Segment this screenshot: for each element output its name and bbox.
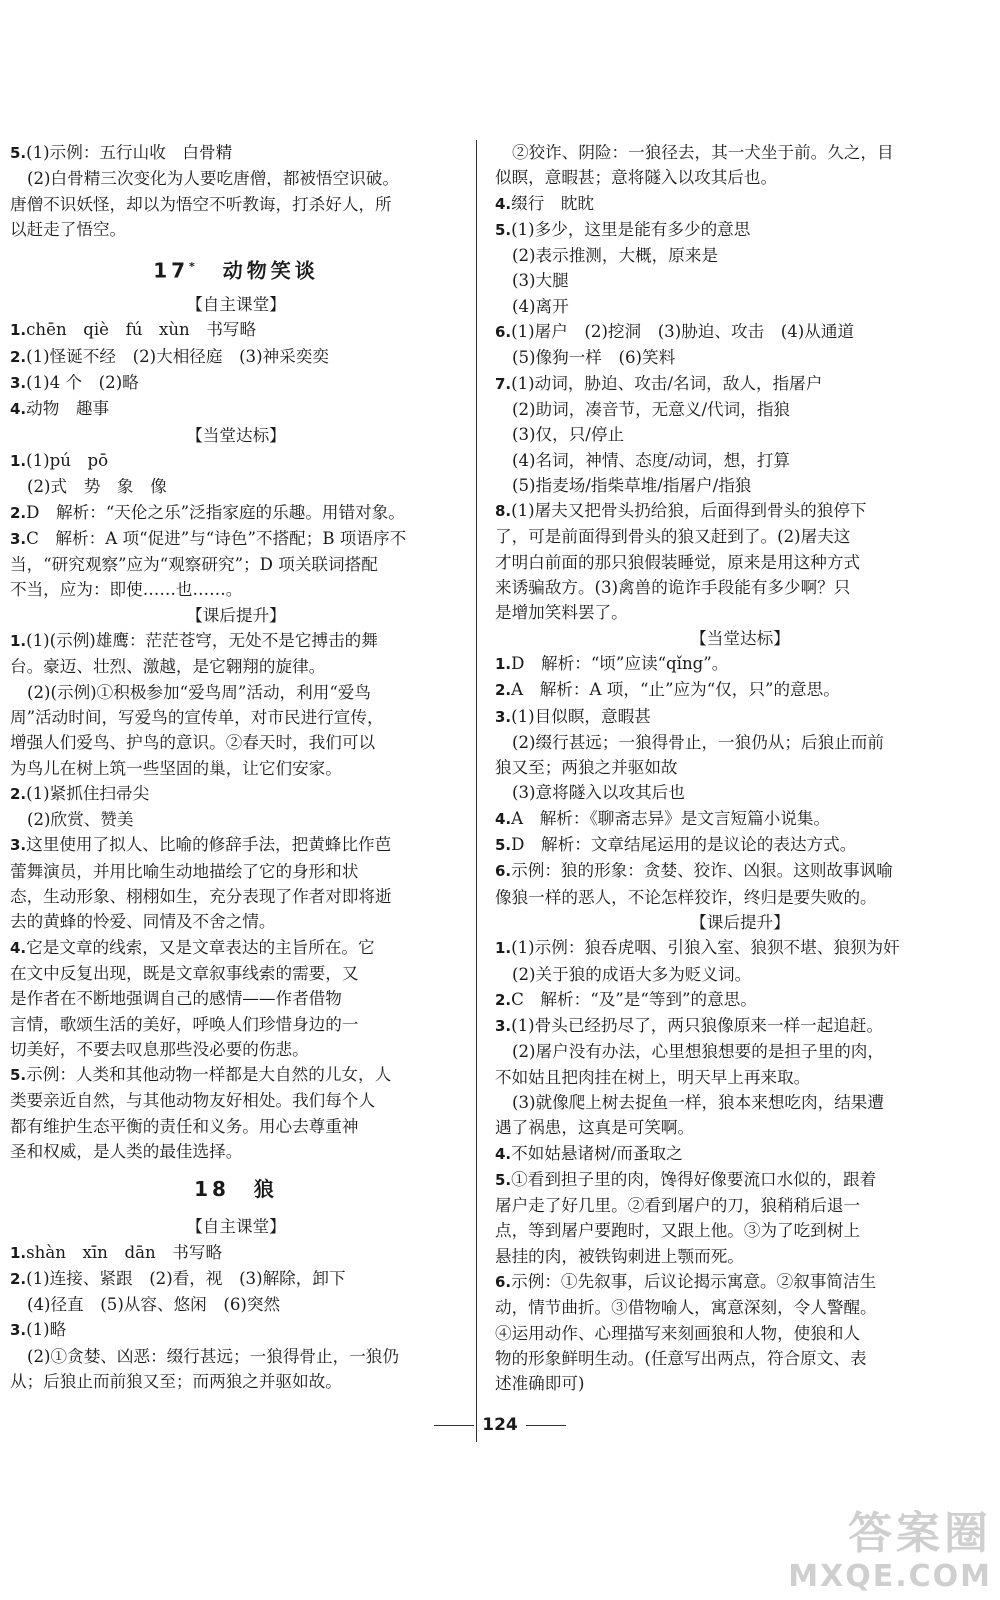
question-number: 5. bbox=[495, 836, 512, 855]
answer-text: D 解析：“顷”应读“qǐng”。 bbox=[511, 653, 729, 673]
answer-line: (2)关于狼的成语大多为贬义词。 bbox=[512, 964, 752, 984]
subsection-heading: 【当堂达标】 bbox=[690, 628, 790, 648]
answer-line: (2)表示推测，大概，原来是 bbox=[512, 246, 719, 266]
answer-line: 类要亲近自然，与其他动物友好相处。我们每个人 bbox=[10, 1091, 376, 1111]
answer-line: 从；后狼止而前狼又至；而两狼之并驱如故。 bbox=[10, 1372, 342, 1392]
answer-line bbox=[10, 628, 462, 654]
question-number: 1. bbox=[10, 321, 27, 340]
answer-text: 缀行 眈眈 bbox=[511, 193, 595, 213]
answer-line: (3)意将隧入以攻其后也 bbox=[512, 783, 685, 803]
answer-line bbox=[10, 1062, 462, 1088]
answer-text: A 解析：《聊斋志异》是文言短篇小说集。 bbox=[511, 808, 831, 828]
question-number: 2. bbox=[495, 990, 512, 1009]
answer-text: ①看到担子里的肉，馋得好像要流口水似的，跟着 bbox=[511, 1169, 877, 1189]
answer-line bbox=[10, 935, 462, 961]
answer-text: D 解析：“天伦之乐”泛指家庭的乐趣。用错对象。 bbox=[26, 502, 405, 522]
question-number: 8. bbox=[495, 502, 512, 521]
answer-line bbox=[10, 140, 462, 166]
question-number: 6. bbox=[495, 1273, 512, 1292]
answer-line bbox=[495, 651, 985, 677]
answer-text: chēn qiè fú xùn 书写略 bbox=[26, 320, 257, 340]
question-number: 4. bbox=[495, 1144, 512, 1163]
question-number: 1. bbox=[495, 939, 512, 958]
answer-line: 来诱骗敌方。(3)禽兽的诡诈手段能有多少啊？只 bbox=[495, 578, 851, 598]
question-number: 3. bbox=[10, 374, 27, 393]
answer-line: (4)名词，神情、态度/动词，想，打算 bbox=[512, 450, 791, 470]
section-number: 18 bbox=[194, 1177, 230, 1202]
answer-text: (1)4 个 (2)略 bbox=[26, 373, 139, 393]
question-number: 1. bbox=[495, 654, 512, 673]
section-name: 动物笑谈 bbox=[222, 258, 319, 283]
answer-line bbox=[10, 448, 462, 474]
answer-line: (2)式 势 象 像 bbox=[27, 477, 167, 497]
subsection-heading: 【自主课堂】 bbox=[186, 295, 286, 315]
answer-line: (2)屠户没有办法，心里想狼想要的是担子里的肉， bbox=[512, 1042, 884, 1062]
answer-line bbox=[495, 217, 985, 243]
answer-line bbox=[10, 500, 462, 526]
answer-line: 是作者在不断地强调自己的感情——作者借物 bbox=[10, 989, 342, 1009]
answer-line: 去的黄蜂的怜爱、同情及不舍之情。 bbox=[10, 912, 276, 932]
question-number: 3. bbox=[495, 1017, 512, 1036]
answer-line bbox=[495, 704, 985, 730]
answer-text: 示例：人类和其他动物一样都是大自然的儿女，人 bbox=[26, 1065, 392, 1085]
question-number: 1. bbox=[10, 451, 27, 470]
answer-line: ④运用动作、心理描写来刻画狼和人物，使狼和人 bbox=[495, 1323, 861, 1343]
answer-line: 当，“研究观察”应为“观察研究”；D 项关联词搭配 bbox=[10, 555, 378, 575]
answer-line bbox=[10, 1266, 462, 1292]
answer-text: (1)怪诞不经 (2)大相径庭 (3)神采奕奕 bbox=[26, 346, 329, 366]
question-number: 6. bbox=[495, 323, 512, 342]
answer-line bbox=[495, 858, 985, 884]
answer-text: (1)目似瞑，意暇甚 bbox=[511, 706, 651, 726]
answer-line: (3)大腿 bbox=[512, 271, 569, 291]
answer-line: 态，生动形象、栩栩如生，充分表现了作者对即将逝 bbox=[10, 887, 392, 907]
answer-line: 是增加笑料罢了。 bbox=[495, 603, 628, 623]
answer-line: (4)径直 (5)从容、悠闲 (6)突然 bbox=[27, 1295, 281, 1315]
answer-line: 狼又至；两狼之并驱如故 bbox=[495, 758, 678, 778]
answer-line: 为鸟儿在树上筑一些坚固的巢，让它们安家。 bbox=[10, 758, 342, 778]
answer-line bbox=[495, 191, 985, 217]
answer-text: (1)动词，胁迫、攻击/名词，敌人，指屠户 bbox=[511, 373, 823, 393]
answer-line: 物的形象鲜明生动。(任意写出两点，符合原文、表 bbox=[495, 1348, 867, 1368]
answer-text: D 解析：文章结尾运用的是议论的表达方式。 bbox=[511, 835, 857, 855]
answer-text: 这里使用了拟人、比喻的修辞手法，把黄蜂比作芭 bbox=[26, 835, 392, 855]
answer-line: (4)离开 bbox=[512, 296, 569, 316]
section-mark: * bbox=[189, 260, 199, 274]
answer-text: 动物 趣事 bbox=[26, 399, 110, 419]
answer-line bbox=[10, 781, 462, 807]
answer-line: 切美好，不要去叹息那些没必要的伤悲。 bbox=[10, 1039, 309, 1059]
answer-text: (1)屠夫又把骨头扔给狼，后面得到骨头的狼停下 bbox=[511, 501, 867, 521]
subsection-heading: 【自主课堂】 bbox=[186, 1217, 286, 1237]
answer-line: 周”活动时间，写爱鸟的宣传单，对市民进行宣传， bbox=[10, 707, 384, 727]
answer-line: 以赶走了悟空。 bbox=[10, 219, 127, 239]
question-number: 4. bbox=[10, 400, 27, 419]
answer-line: (2)(示例)①积极参加“爱鸟周”活动，利用“爱鸟 bbox=[27, 682, 371, 702]
section-title bbox=[10, 1164, 462, 1214]
question-number: 4. bbox=[495, 194, 512, 213]
answer-line bbox=[495, 1013, 985, 1039]
answer-text: (1)pú pō bbox=[26, 450, 109, 470]
answer-line: ②狡诈、阴险：一狼径去，其一犬坐于前。久之，目 bbox=[512, 143, 894, 162]
answer-line: 才明白前面的那只狼假装睡觉，原来是用这种方式 bbox=[495, 552, 861, 572]
answer-line bbox=[10, 832, 462, 858]
answer-line bbox=[495, 1141, 985, 1167]
answer-line bbox=[495, 371, 985, 397]
answer-line: 蕾舞演员，并用比喻生动地描绘了它的身形和状 bbox=[10, 861, 359, 881]
answer-text: 它是文章的线索，又是文章表达的主旨所在。它 bbox=[26, 937, 375, 957]
answer-line bbox=[495, 677, 985, 703]
answer-line: 似瞑，意暇甚；意将隧入以攻其后也。 bbox=[495, 168, 778, 188]
answer-line: 遇了祸患，这真是可笑啊。 bbox=[495, 1118, 695, 1138]
answer-line: (5)指麦场/指柴草堆/指屠户/指狼 bbox=[512, 475, 752, 495]
answer-line bbox=[495, 832, 985, 858]
answer-line bbox=[10, 1240, 462, 1266]
question-number: 2. bbox=[10, 503, 27, 522]
answer-line: 圣和权威，是人类的最佳选择。 bbox=[10, 1141, 243, 1161]
answer-line: 唐僧不识妖怪，却以为悟空不听教诲，打杀好人，所 bbox=[10, 194, 392, 214]
answer-line: (3)仅，只/停止 bbox=[512, 425, 625, 445]
subsection-heading: 【课后提升】 bbox=[186, 605, 286, 625]
answer-text: (1)略 bbox=[26, 1320, 67, 1340]
section-title bbox=[10, 242, 462, 292]
answer-line: 屠户走了好几里。②看到屠户的刀，狼稍稍后退一 bbox=[495, 1196, 861, 1216]
answer-line bbox=[495, 498, 985, 524]
answer-text: 不如姑悬诸树/而蚤取之 bbox=[511, 1143, 683, 1163]
question-number: 1. bbox=[10, 632, 27, 651]
answer-line: (5)像狗一样 (6)笑料 bbox=[512, 348, 676, 368]
question-number: 5. bbox=[495, 220, 512, 239]
question-number: 2. bbox=[10, 347, 27, 366]
answer-line: 像狼一样的恶人，不论怎样狡诈，终归是要失败的。 bbox=[495, 887, 877, 907]
answer-line: 在文中反复出现，既是文章叙事线索的需要，又 bbox=[10, 963, 359, 983]
answer-line bbox=[10, 344, 462, 370]
question-number: 3. bbox=[10, 836, 27, 855]
answer-line bbox=[10, 526, 462, 552]
answer-line: (2)白骨精三次变化为人要吃唐僧，都被悟空识破。 bbox=[27, 169, 399, 189]
answer-line: 动，情节曲折。③借物喻人，寓意深刻，令人警醒。 bbox=[495, 1298, 877, 1318]
question-number: 2. bbox=[495, 681, 512, 700]
answer-text: C 解析：A 项“促进”与“诗色”不搭配；B 项语序不 bbox=[26, 528, 407, 548]
right-column bbox=[495, 140, 985, 1397]
question-number: 3. bbox=[10, 1321, 27, 1340]
answer-text: C 解析：“及”是“等到”的意思。 bbox=[511, 989, 757, 1009]
answer-line bbox=[10, 1317, 462, 1343]
answer-text: (1)紧抓住扫帚尖 bbox=[26, 783, 150, 803]
question-number: 4. bbox=[495, 809, 512, 828]
column-divider bbox=[476, 140, 477, 1442]
page-number: 124 bbox=[0, 1415, 1000, 1435]
answer-text: (1)连接、紧跟 (2)看，视 (3)解除，卸下 bbox=[26, 1268, 346, 1288]
section-number: 17 bbox=[153, 258, 190, 283]
answer-line: (2)助词，凑音节，无意义/代词，指狼 bbox=[512, 399, 791, 419]
question-number: 7. bbox=[495, 374, 512, 393]
answer-line bbox=[10, 317, 462, 343]
answer-text: (1)屠户 (2)挖洞 (3)胁迫、攻击 (4)从通道 bbox=[511, 322, 855, 342]
answer-line bbox=[10, 396, 462, 422]
question-number: 3. bbox=[495, 707, 512, 726]
answer-text: 示例：①先叙事，后议论揭示寓意。②叙事简洁生 bbox=[511, 1272, 877, 1292]
answer-text: A 解析：A 项，“止”应为“仅，只”的意思。 bbox=[511, 680, 840, 700]
question-number: 2. bbox=[10, 1269, 27, 1288]
question-number: 5. bbox=[495, 1170, 512, 1189]
answer-line: 悬挂的肉，被铁钩刺进上颚而死。 bbox=[495, 1246, 744, 1266]
answer-text: (1)骨头已经扔尽了，两只狼像原来一样一起追赶。 bbox=[511, 1016, 884, 1036]
question-number: 1. bbox=[10, 1243, 27, 1262]
answer-line: 言情，歌颂生活的美好，呼唤人们珍惜身边的一 bbox=[10, 1014, 359, 1034]
answer-text: (1)(示例)雄鹰：茫茫苍穹，无处不是它搏击的舞 bbox=[26, 631, 378, 651]
subsection-heading: 【课后提升】 bbox=[690, 912, 790, 932]
answer-text: (1)多少，这里是能有多少的意思 bbox=[511, 219, 751, 239]
question-number: 3. bbox=[10, 529, 27, 548]
subsection-heading: 【当堂达标】 bbox=[186, 425, 286, 445]
answer-line bbox=[495, 987, 985, 1013]
answer-text: (1)示例：五行山收 白骨精 bbox=[26, 143, 233, 162]
answer-line bbox=[10, 370, 462, 396]
answer-line: (2)缀行甚远；一狼得骨止，一狼仍从；后狼止而前 bbox=[512, 732, 884, 752]
answer-line: (3)就像爬上树去捉鱼一样，狼本来想吃肉，结果遭 bbox=[512, 1092, 884, 1112]
answer-line: 都有维护生态平衡的责任和义务。用心去尊重神 bbox=[10, 1116, 359, 1136]
answer-line: 述准确即可) bbox=[495, 1374, 585, 1394]
answer-text: (1)示例：狼吞虎咽、引狼入室、狼狈不堪、狼狈为奸 bbox=[511, 938, 900, 958]
watermark-logo: 答案圈 MXQE.COM bbox=[788, 1508, 992, 1594]
question-number: 4. bbox=[10, 938, 27, 957]
question-number: 2. bbox=[10, 784, 27, 803]
section-name: 狼 bbox=[253, 1177, 278, 1202]
answer-line bbox=[495, 319, 985, 345]
answer-text: shàn xīn dān 书写略 bbox=[26, 1242, 223, 1262]
question-number: 5. bbox=[10, 144, 27, 162]
answer-line: 不如姑且把肉挂在树上，明天早上再来取。 bbox=[495, 1067, 811, 1087]
answer-line: 不当，应为：即使……也……。 bbox=[10, 580, 243, 600]
answer-line bbox=[495, 1269, 985, 1295]
answer-line bbox=[495, 935, 985, 961]
left-column bbox=[10, 140, 462, 1394]
answer-line: 点，等到屠户要跑时，又跟上他。③为了吃到树上 bbox=[495, 1221, 861, 1241]
answer-line bbox=[495, 806, 985, 832]
question-number: 6. bbox=[495, 862, 512, 881]
answer-text: 示例：狼的形象：贪婪、狡诈、凶狠。这则故事讽喻 bbox=[511, 861, 893, 881]
question-number: 5. bbox=[10, 1066, 27, 1085]
answer-line: 了，可是前面得到骨头的狼又赶到了。(2)屠夫这 bbox=[495, 527, 851, 547]
answer-line: (2)欣赏、赞美 bbox=[27, 810, 134, 830]
answer-line: 增强人们爱鸟、护鸟的意识。②春天时，我们可以 bbox=[10, 733, 376, 753]
answer-line: 台。豪迈、壮烈、激越，是它翱翔的旋律。 bbox=[10, 657, 326, 677]
answer-line bbox=[495, 1167, 985, 1193]
answer-line: (2)①贪婪、凶恶：缀行甚远；一狼得骨止，一狼仍 bbox=[27, 1346, 399, 1366]
